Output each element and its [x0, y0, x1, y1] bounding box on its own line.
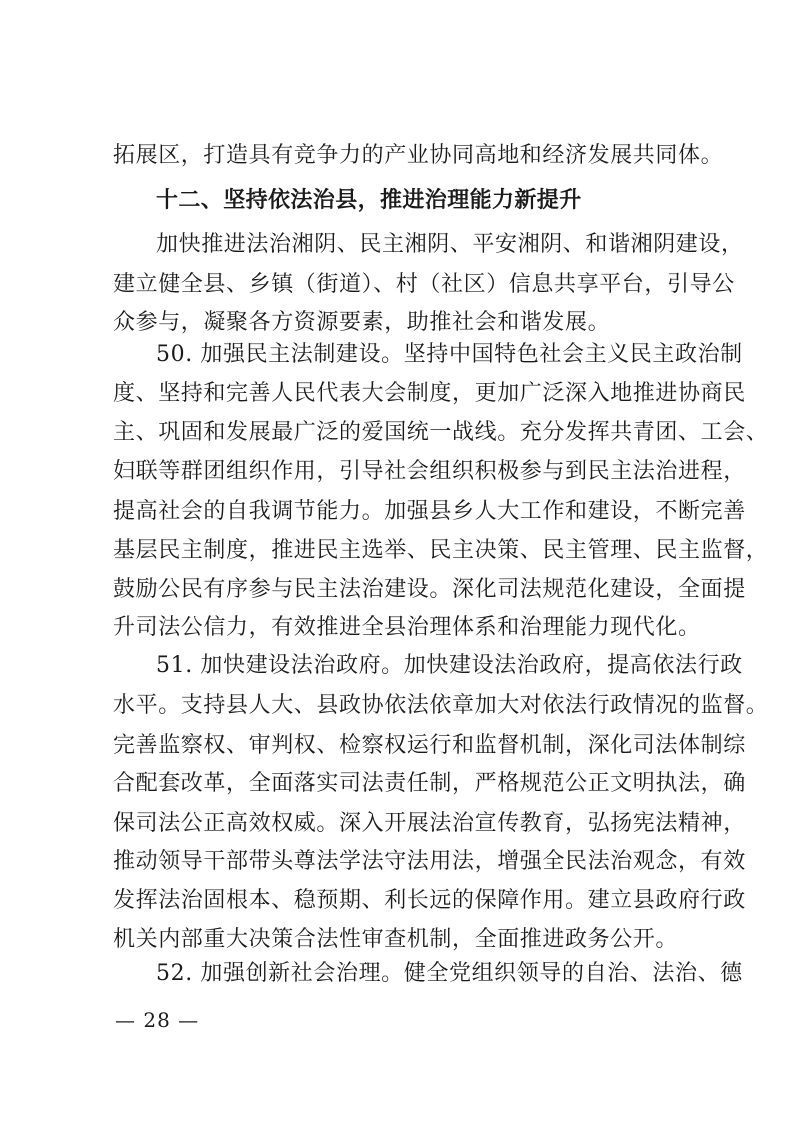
paragraph-line: 主、巩固和发展最广泛的爱国统一战线。充分发挥共青团、工会、: [113, 420, 769, 445]
paragraph-line: 推动领导干部带头尊法学法守法用法，增强全民法治观念，有效: [113, 849, 746, 874]
item-51-line: 51. 加快建设法治政府。加快建设法治政府，提高依法行政: [156, 653, 743, 678]
paragraph-line: 基层民主制度，推进民主选举、民主决策、民主管理、民主监督，: [113, 538, 769, 563]
page-number: — 28 —: [115, 1008, 200, 1032]
paragraph-line: 完善监察权、审判权、检察权运行和监督机制，深化司法体制综: [113, 733, 746, 758]
paragraph-line: 拓展区，打造具有竞争力的产业协同高地和经济发展共同体。: [113, 143, 724, 168]
paragraph-line: 提高社会的自我调节能力。加强县乡人大工作和建设，不断完善: [113, 499, 746, 524]
paragraph-line: 保司法公正高效权威。深入开展法治宣传教育，弘扬宪法精神，: [113, 811, 746, 836]
paragraph-line: 合配套改革，全面落实司法责任制，严格规范公正文明执法，确: [113, 771, 746, 796]
paragraph-line: 加快推进法治湘阴、民主湘阴、平安湘阴、和谐湘阴建设，: [156, 232, 744, 257]
paragraph-line: 众参与，凝聚各方资源要素，助推社会和谐发展。: [113, 310, 611, 335]
paragraph-line: 度、坚持和完善人民代表大会制度，更加广泛深入地推进协商民: [113, 381, 746, 406]
paragraph-line: 妇联等群团组织作用，引导社会组织积极参与到民主法治进程，: [113, 459, 746, 484]
item-52-line: 52. 加强创新社会治理。健全党组织领导的自治、法治、德: [156, 961, 743, 986]
paragraph-line: 机关内部重大决策合法性审查机制，全面推进政务公开。: [113, 927, 679, 952]
paragraph-line: 升司法公信力，有效推进全县治理体系和治理能力现代化。: [113, 615, 701, 640]
section-heading: 十二、坚持依法治县，推进治理能力新提升: [156, 188, 582, 213]
paragraph-line: 水平。支持县人大、县政协依法依章加大对依法行政情况的监督。: [113, 693, 769, 718]
paragraph-line: 鼓励公民有序参与民主法治建设。深化司法规范化建设，全面提: [113, 577, 746, 602]
paragraph-line: 发挥法治固根本、稳预期、利长远的保障作用。建立县政府行政: [113, 888, 746, 913]
item-50-line: 50. 加强民主法制建设。坚持中国特色社会主义民主政治制: [156, 342, 743, 367]
paragraph-line: 建立健全县、乡镇（街道）、村（社区）信息共享平台，引导公: [113, 272, 735, 297]
